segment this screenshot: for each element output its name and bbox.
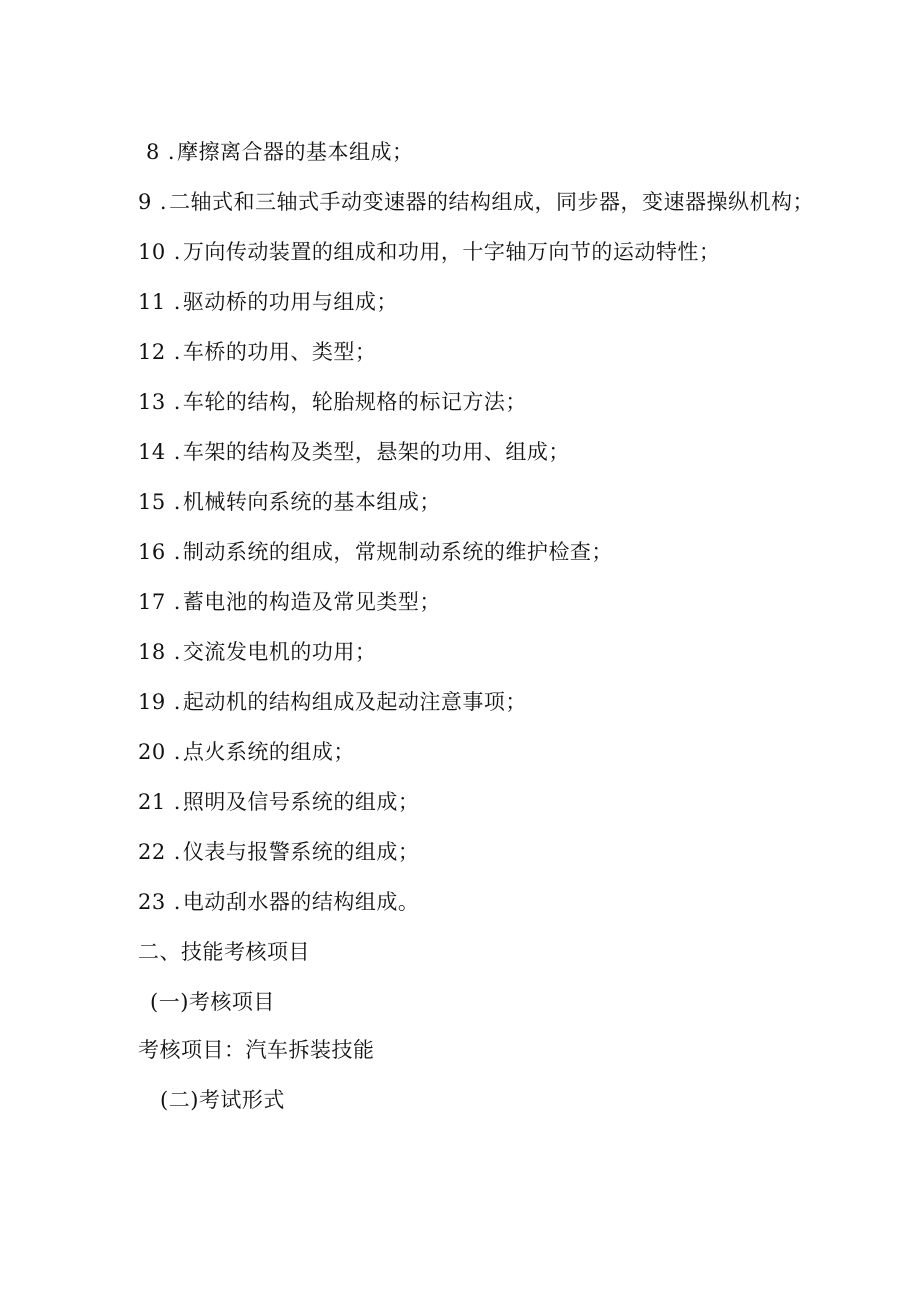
list-item: 21 .照明及信号系统的组成；: [138, 790, 420, 814]
list-item: 16 .制动系统的组成，常规制动系统的维护检查；: [138, 540, 613, 564]
item-number: 10: [138, 240, 166, 264]
item-number: 19: [138, 690, 166, 714]
item-number: 15: [138, 490, 166, 514]
list-item: 17 .蓄电池的构造及常见类型；: [138, 590, 441, 614]
item-text: 蓄电池的构造及常见类型；: [182, 590, 441, 614]
item-number: 12: [138, 340, 166, 364]
item-number: 17: [138, 590, 166, 614]
item-text: 仪表与报警系统的组成；: [182, 840, 420, 864]
item-number: 11: [138, 290, 166, 314]
item-number: 9: [138, 190, 152, 214]
item-text: 二轴式和三轴式手动变速器的结构组成，同步器，变速器操纵机构；: [169, 190, 815, 214]
list-item: 20 .点火系统的组成；: [138, 740, 355, 764]
exam-item-line: 考核项目：汽车拆装技能: [138, 1038, 375, 1062]
list-item: 22 .仪表与报警系统的组成；: [138, 840, 420, 864]
item-text: 电动刮水器的结构组成。: [182, 890, 420, 914]
item-text: 车轮的结构，轮胎规格的标记方法；: [182, 390, 527, 414]
sub-heading: (二)考试形式: [160, 1088, 285, 1112]
list-item: 19 .起动机的结构组成及起动注意事项；: [138, 690, 527, 714]
item-text: 驱动桥的功用与组成；: [182, 290, 398, 314]
item-text: 车桥的功用、类型；: [182, 340, 377, 364]
item-number: 21: [138, 790, 166, 814]
list-item: 8 .摩擦离合器的基本组成；: [146, 140, 414, 164]
item-text: 车架的结构及类型，悬架的功用、组成；: [182, 440, 570, 464]
item-number: 22: [138, 840, 166, 864]
sub-heading: (一)考核项目: [150, 990, 275, 1014]
section-heading: 二、技能考核项目: [138, 940, 310, 964]
list-item: 18 .交流发电机的功用；: [138, 640, 377, 664]
item-text: 点火系统的组成；: [182, 740, 355, 764]
list-item: 15 .机械转向系统的基本组成；: [138, 490, 441, 514]
item-number: 16: [138, 540, 166, 564]
item-text: 摩擦离合器的基本组成；: [177, 140, 414, 164]
list-item: 10 .万向传动装置的组成和功用，十字轴万向节的运动特性；: [138, 240, 721, 264]
item-number: 18: [138, 640, 166, 664]
item-text: 制动系统的组成，常规制动系统的维护检查；: [182, 540, 613, 564]
list-item: 11 .驱动桥的功用与组成；: [138, 290, 398, 314]
item-number: 20: [138, 740, 166, 764]
item-text: 照明及信号系统的组成；: [182, 790, 420, 814]
item-text: 万向传动装置的组成和功用，十字轴万向节的运动特性；: [182, 240, 721, 264]
item-number: 8: [146, 140, 160, 164]
item-number: 14: [138, 440, 166, 464]
list-item: 14 .车架的结构及类型，悬架的功用、组成；: [138, 440, 570, 464]
list-item: 9 .二轴式和三轴式手动变速器的结构组成，同步器，变速器操纵机构；: [138, 190, 815, 214]
item-text: 交流发电机的功用；: [182, 640, 377, 664]
item-text: 机械转向系统的基本组成；: [182, 490, 441, 514]
item-text: 起动机的结构组成及起动注意事项；: [182, 690, 527, 714]
item-number: 13: [138, 390, 166, 414]
item-number: 23: [138, 890, 166, 914]
list-item: 13 .车轮的结构，轮胎规格的标记方法；: [138, 390, 527, 414]
list-item: 23 .电动刮水器的结构组成。: [138, 890, 420, 914]
list-item: 12 .车桥的功用、类型；: [138, 340, 377, 364]
